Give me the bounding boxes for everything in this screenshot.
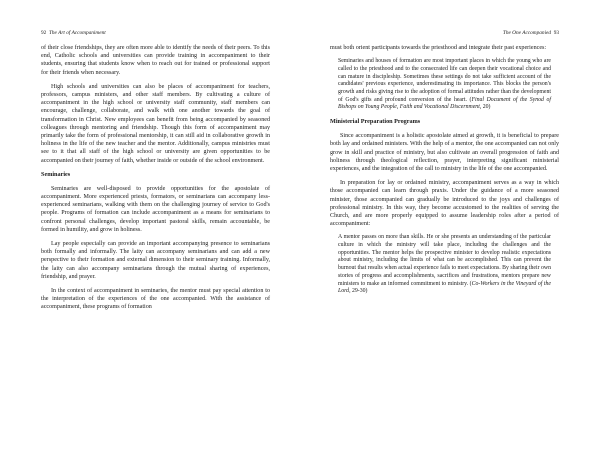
block-quote-coworkers — [338, 234, 551, 296]
right-page — [300, 0, 600, 450]
right-page-number: 93 — [553, 30, 559, 36]
left-page-number: 92 — [41, 30, 47, 36]
quote-coworkers-citation: Co-Workers in the Vineyard of the Lord — [338, 280, 551, 295]
left-running-head — [41, 30, 270, 37]
quote-synod-end: , 20) — [479, 104, 491, 111]
left-paragraph-4: Lay people especially can provide an important accompanying presence to seminarians both formally and informally. The laity can accompany seminarians and can add a new perspective to their formation and external dimension to their seminary training. Informally, the laity can also accompany seminarians through the mutual sharing of experiences, friendship, and prayer. — [41, 241, 270, 280]
left-paragraph-2: High schools and universities can also be places of accompaniment for teachers, professors, campus ministers, and other staff members. By cultivating a culture of accompaniment in the high school or university staff community, staff members can encourage, challenge, collaborate, and walk with one another towards the goal of transformation in Christ. New employees can benefit from being accompanied by seasoned colleagues through mentoring and friendship. Though this form of accompaniment may primarily take the form of professional mentorship, it can still aid in collaborative growth in holiness in the life of the new teacher and the mentor. Additionally, campus ministries must see to it that all staff of the high school or university are given opportunities to be accompanied on their journey of faith, whether inside or outside of the school environment. — [41, 83, 270, 164]
quote-coworkers-end: , 29-30) — [349, 288, 368, 295]
left-page-text — [41, 44, 270, 318]
right-running-head — [330, 30, 559, 37]
right-paragraph-2: Since accompaniment is a holistic apostolate aimed at growth, it is beneficial to prepare both lay and ordained ministers. With the help of a mentor, the one accompanied can not only grow in skill and practice of ministry, but also cultivate an overall progression of faith and holiness through theological reflection, prayer, interpreting significant ministerial experiences, and the integration of the call to ministry in the life of the one accompanied. — [330, 133, 559, 172]
quote-synod-citation: Final Document of the Synod of Bishops on Young People, Faith and Vocational Discernment — [338, 96, 551, 111]
right-running-title: The One Accompanied — [502, 30, 552, 36]
left-running-title: The Art of Accompaniment — [48, 30, 106, 36]
left-page-header — [41, 30, 106, 37]
section-heading-seminaries: Seminaries — [41, 170, 71, 178]
left-paragraph-1: of their close friendships, they are often more able to identify the needs of their peers. To this end, Catholic schools and universities can provide training in accompaniment to their students, ensuring that students know when to reach out for trained or professional support for their friends when necessary. — [41, 45, 270, 76]
block-quote-synod — [338, 58, 551, 112]
right-page-header — [503, 30, 559, 37]
quote-synod-text: Seminaries and houses of formation are most important places in which the young who are called to the priesthood and to the consecrated life can deepen their vocational choice and can mature in discipleship. Sometimes these settings do not take sufficient account of the candidates' previous experience, underestimating its importance. This blocks the person's growth and risks giving rise to the adoption of formal attitudes rather than the development of God's gifts and profound conversion of the heart. ( — [338, 58, 551, 103]
right-paragraph-1: must both orient participants towards the priesthood and integrate their past experiences: — [330, 45, 547, 51]
right-paragraph-3: In preparation for lay or ordained ministry, accompaniment serves as a way in which those accompanied can learn through praxis. Under the guidance of a more seasoned minister, those accompanied can gradually be introduced to the joys and challenges of professional ministry. In this way, they become accustomed to the realities of serving the Church, and are more properly equipped to assume leadership roles after a period of accompaniment: — [330, 180, 559, 228]
left-paragraph-3: Seminaries are well-disposed to provide opportunities for the apostolate of accompaniment. More experienced priests, formators, or seminarians can accompany less-experienced seminarians, walking with them on the challenging journey of service to God's people. Programs of formation can include accompaniment as a means for seminarians to confront personal challenges, develop important pastoral skills, remain accountable, be formed in humility, and grow in holiness. — [41, 185, 270, 233]
right-page-text — [330, 44, 559, 302]
left-paragraph-5: In the context of accompaniment in seminaries, the mentor must pay special attention to the interpretation of the experiences of the one accompanied. With the assistance of accompaniment, these programs of formation — [41, 288, 270, 311]
section-heading-ministerial: Ministerial Preparation Programs — [330, 118, 421, 126]
quote-coworkers-text: A mentor passes on more than skills. He or she presents an understanding of the particular culture in which the ministry will take place, including the challenges and the opportunities. The mentor helps the prospective minister to develop realistic expectations about ministry, including the limits of what can be accomplished. This can prevent the burnout that results when actual experience fails to meet expectations. By sharing their own stories of progress and accomplishments, sacrifices and frustrations, mentors prepare new ministers to make an informed commitment to ministry. ( — [338, 234, 551, 287]
